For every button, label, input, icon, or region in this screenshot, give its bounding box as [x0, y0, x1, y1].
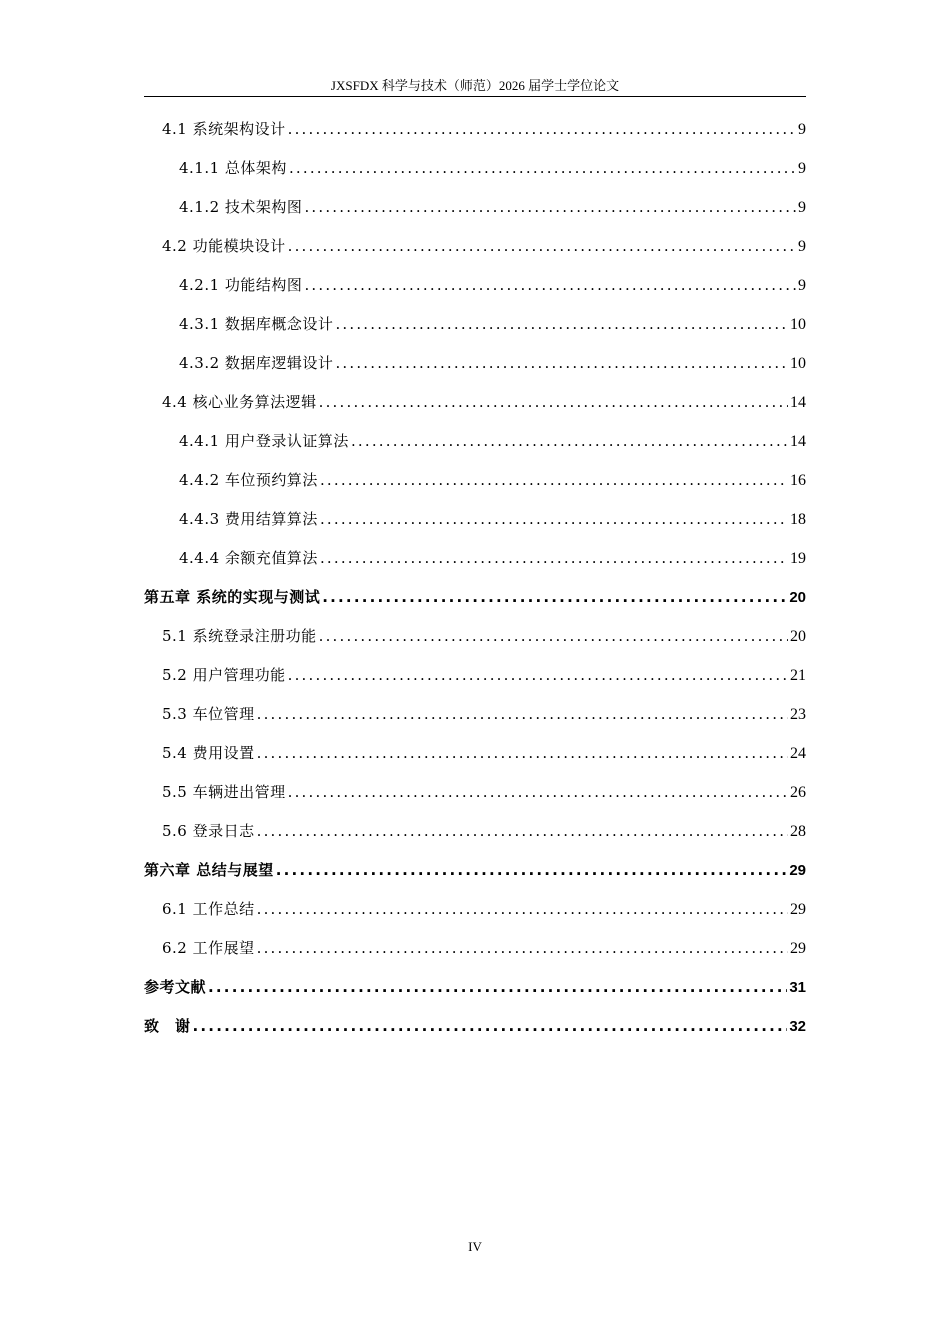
toc-entry-title: 4.4.1 用户登录认证算法: [179, 432, 349, 450]
toc-entry[interactable]: [144, 973, 806, 1012]
toc-entry[interactable]: [144, 700, 806, 739]
toc-entry[interactable]: [144, 661, 806, 700]
toc-dot-leader: [319, 388, 788, 416]
toc-dot-leader: [257, 934, 788, 962]
toc-entry-title: 4.2.1 功能结构图: [179, 276, 303, 294]
toc-entry-page: 20: [790, 628, 806, 645]
toc-entry-title: 4.2 功能模块设计: [162, 237, 286, 255]
toc-entry-title: 5.2 用户管理功能: [162, 666, 286, 684]
toc-dot-leader: [351, 427, 788, 455]
toc-dot-leader: [257, 895, 788, 923]
toc-entry-page: 28: [790, 823, 806, 840]
toc-dot-leader: [320, 466, 788, 494]
toc-entry[interactable]: [144, 271, 806, 310]
toc-entry-title: 第六章 总结与展望: [144, 861, 274, 879]
toc-entry[interactable]: [144, 778, 806, 817]
toc-entry[interactable]: [144, 388, 806, 427]
toc-entry-title: 致 谢: [144, 1017, 191, 1035]
toc-entry-title: 4.1.2 技术架构图: [179, 198, 303, 216]
toc-entry-title: 6.1 工作总结: [162, 900, 255, 918]
toc-dot-leader: [322, 583, 787, 611]
toc-entry-title: 4.1 系统架构设计: [162, 120, 286, 138]
toc-entry[interactable]: [144, 544, 806, 583]
toc-dot-leader: [304, 193, 796, 221]
toc-entry-page: 9: [798, 199, 806, 216]
toc-entry-title: 4.1.1 总体架构: [179, 159, 287, 177]
toc-dot-leader: [335, 310, 788, 338]
toc-entry-title: 5.1 系统登录注册功能: [162, 627, 317, 645]
toc-entry[interactable]: [144, 739, 806, 778]
toc-entry-title: 参考文献: [144, 978, 207, 996]
toc-dot-leader: [257, 817, 788, 845]
toc-entry[interactable]: [144, 934, 806, 973]
toc-entry-page: 29: [790, 940, 806, 957]
toc-dot-leader: [288, 115, 796, 143]
toc-entry[interactable]: [144, 817, 806, 856]
toc-entry[interactable]: [144, 895, 806, 934]
toc-entry-page: 9: [798, 277, 806, 294]
toc-entry[interactable]: [144, 856, 806, 895]
toc-entry-title: 5.3 车位管理: [162, 705, 255, 723]
toc-entry-page: 29: [789, 862, 806, 879]
toc-entry-page: 29: [790, 901, 806, 918]
toc-dot-leader: [289, 154, 796, 182]
toc-entry[interactable]: [144, 505, 806, 544]
toc-entry-title: 4.3.1 数据库概念设计: [179, 315, 334, 333]
toc-entry-page: 10: [790, 316, 806, 333]
page-number: IV: [468, 1239, 482, 1254]
toc-entry-page: 14: [790, 394, 806, 411]
toc-dot-leader: [288, 661, 788, 689]
toc-entry-page: 20: [789, 589, 806, 606]
toc-dot-leader: [335, 349, 788, 377]
toc-entry-page: 26: [790, 784, 806, 801]
toc-entry-page: 21: [790, 667, 806, 684]
toc-entry[interactable]: [144, 310, 806, 349]
toc-entry-page: 31: [789, 979, 806, 996]
toc-dot-leader: [288, 232, 796, 260]
toc-entry[interactable]: [144, 349, 806, 388]
toc-entry-title: 6.2 工作展望: [162, 939, 255, 957]
toc-dot-leader: [319, 622, 788, 650]
toc-entry[interactable]: [144, 1012, 806, 1051]
toc-entry[interactable]: [144, 115, 806, 154]
toc-entry-title: 5.4 费用设置: [162, 744, 255, 762]
toc-entry-title: 第五章 系统的实现与测试: [144, 588, 321, 606]
toc-dot-leader: [257, 739, 788, 767]
header-rule: [144, 96, 806, 97]
toc-entry-page: 14: [790, 433, 806, 450]
toc-entry-page: 9: [798, 238, 806, 255]
toc-entry-page: 9: [798, 160, 806, 177]
toc-dot-leader: [288, 778, 788, 806]
toc-entry-page: 9: [798, 121, 806, 138]
toc-dot-leader: [193, 1012, 788, 1040]
toc-entry-page: 18: [790, 511, 806, 528]
toc-dot-leader: [276, 856, 788, 884]
table-of-contents: [144, 115, 806, 1051]
toc-entry-page: 16: [790, 472, 806, 489]
toc-entry[interactable]: [144, 622, 806, 661]
toc-entry-title: 4.3.2 数据库逻辑设计: [179, 354, 334, 372]
toc-entry[interactable]: [144, 193, 806, 232]
toc-entry-title: 5.5 车辆进出管理: [162, 783, 286, 801]
toc-entry-page: 19: [790, 550, 806, 567]
toc-entry-title: 4.4.4 余额充值算法: [179, 549, 318, 567]
running-header: JXSFDX 科学与技术（师范）2026 届学士学位论文: [330, 78, 620, 93]
toc-entry-page: 24: [790, 745, 806, 762]
toc-entry-title: 4.4.3 费用结算算法: [179, 510, 318, 528]
toc-entry[interactable]: [144, 232, 806, 271]
toc-entry-page: 10: [790, 355, 806, 372]
toc-entry-title: 5.6 登录日志: [162, 822, 255, 840]
toc-entry[interactable]: [144, 583, 806, 622]
toc-entry[interactable]: [144, 154, 806, 193]
toc-dot-leader: [257, 700, 788, 728]
toc-entry-page: 32: [789, 1018, 806, 1035]
toc-entry-title: 4.4.2 车位预约算法: [179, 471, 318, 489]
toc-entry-page: 23: [790, 706, 806, 723]
toc-dot-leader: [320, 505, 788, 533]
toc-entry[interactable]: [144, 466, 806, 505]
toc-dot-leader: [208, 973, 787, 1001]
toc-entry[interactable]: [144, 427, 806, 466]
toc-dot-leader: [320, 544, 788, 572]
toc-entry-title: 4.4 核心业务算法逻辑: [162, 393, 317, 411]
toc-dot-leader: [304, 271, 796, 299]
